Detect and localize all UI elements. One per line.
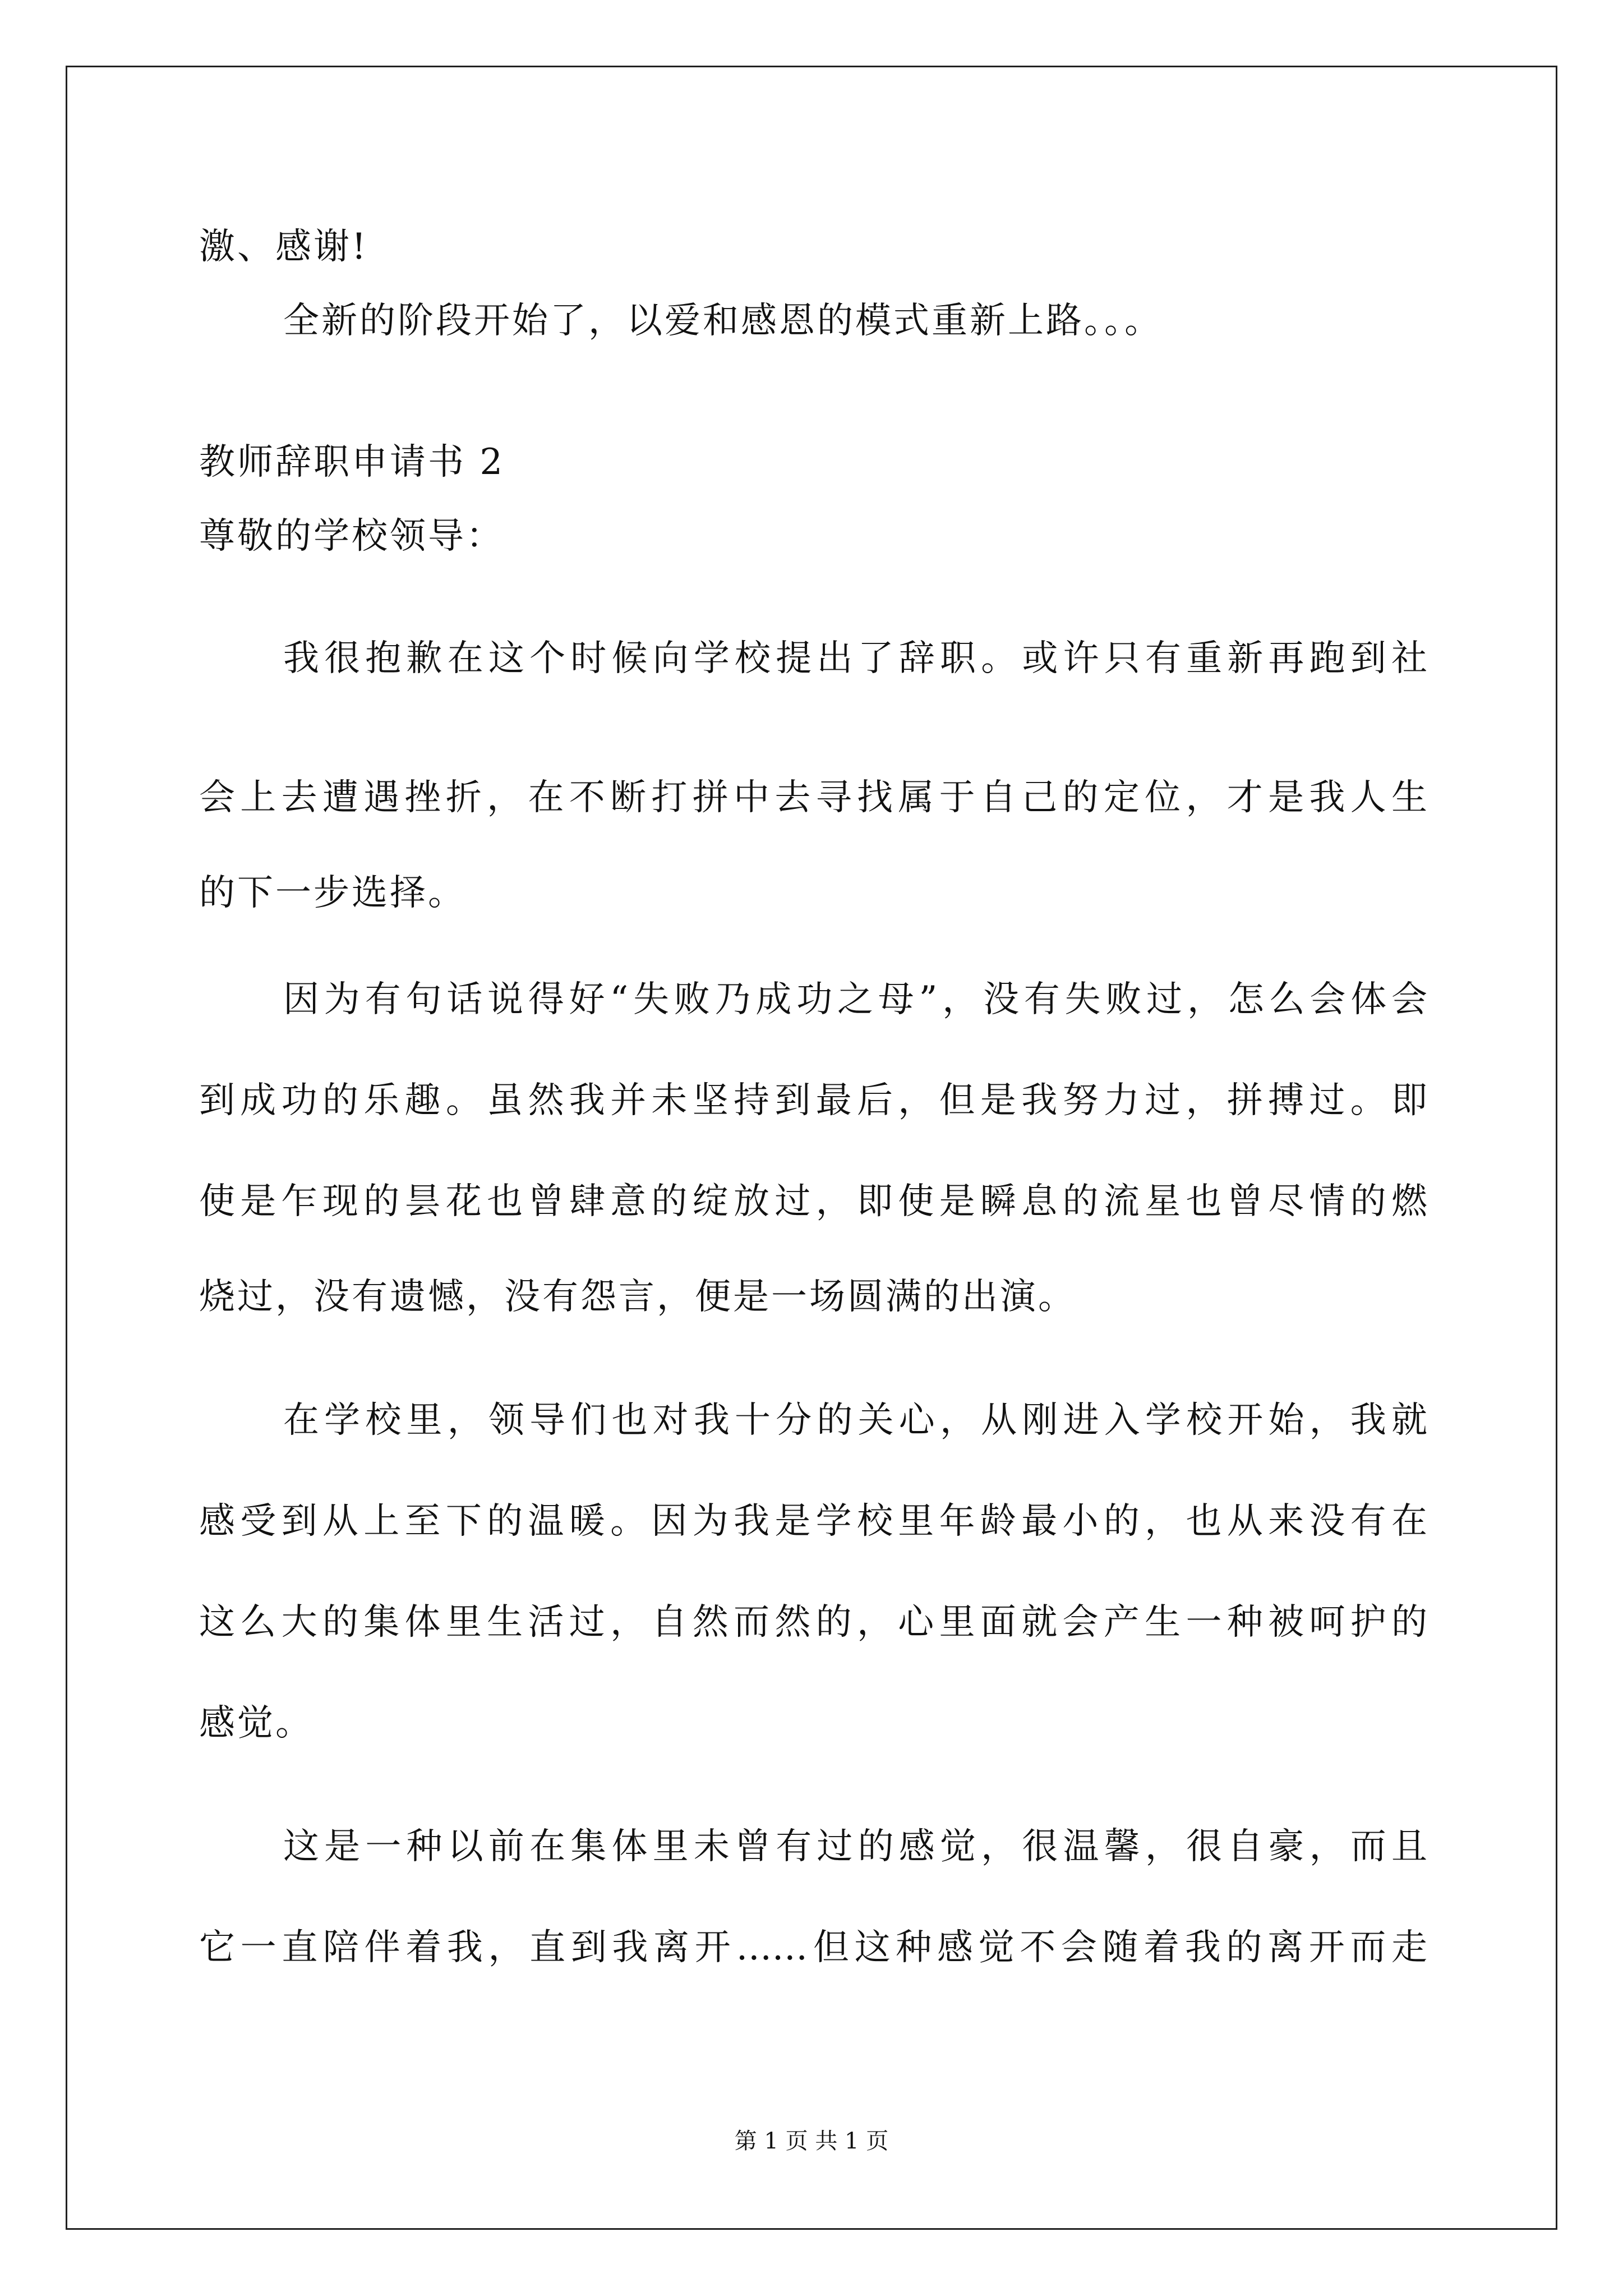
text-line: 激、感谢!: [199, 226, 368, 268]
text-line: 烧过，没有遗憾，没有怨言，便是一场圆满的出演。: [199, 1276, 1076, 1318]
page-number: 第 1 页 共 1 页: [734, 2128, 889, 2154]
text-line: 的下一步选择。: [199, 872, 466, 914]
text-line: 全新的阶段开始了，以爱和感恩的模式重新上路。。。: [283, 300, 1163, 342]
text-line: 会上去遭遇挫折，在不断打拼中去寻找属于自己的定位，才是我人生: [199, 777, 1427, 818]
text-line: 这是一种以前在集体里未曾有过的感觉，很温馨，很自豪，而且: [283, 1826, 1427, 1867]
text-line: 因为有句话说得好“失败乃成功之母”，没有失败过，怎么会体会: [283, 979, 1427, 1020]
text-line: 它一直陪伴着我，直到我离开……但这种感觉不会随着我的离开而走: [199, 1927, 1427, 1968]
text-line: 使是乍现的昙花也曾肆意的绽放过，即使是瞬息的流星也曾尽情的燃: [199, 1181, 1427, 1222]
text-line: 这么大的集体里生活过，自然而然的，心里面就会产生一种被呵护的: [199, 1602, 1427, 1643]
text-line: 在学校里，领导们也对我十分的关心，从刚进入学校开始，我就: [283, 1400, 1427, 1441]
salutation: 尊敬的学校领导：: [199, 516, 504, 557]
page-border: [66, 66, 1557, 2230]
text-line: 到成功的乐趣。虽然我并未坚持到最后，但是我努力过，拼搏过。即: [199, 1080, 1427, 1121]
text-line: 感觉。: [199, 1703, 313, 1744]
section-title: 教师辞职申请书 2: [199, 441, 505, 483]
text-line: 感受到从上至下的温暖。因为我是学校里年龄最小的，也从来没有在: [199, 1501, 1427, 1542]
text-line: 我很抱歉在这个时候向学校提出了辞职。或许只有重新再跑到社: [283, 638, 1427, 679]
